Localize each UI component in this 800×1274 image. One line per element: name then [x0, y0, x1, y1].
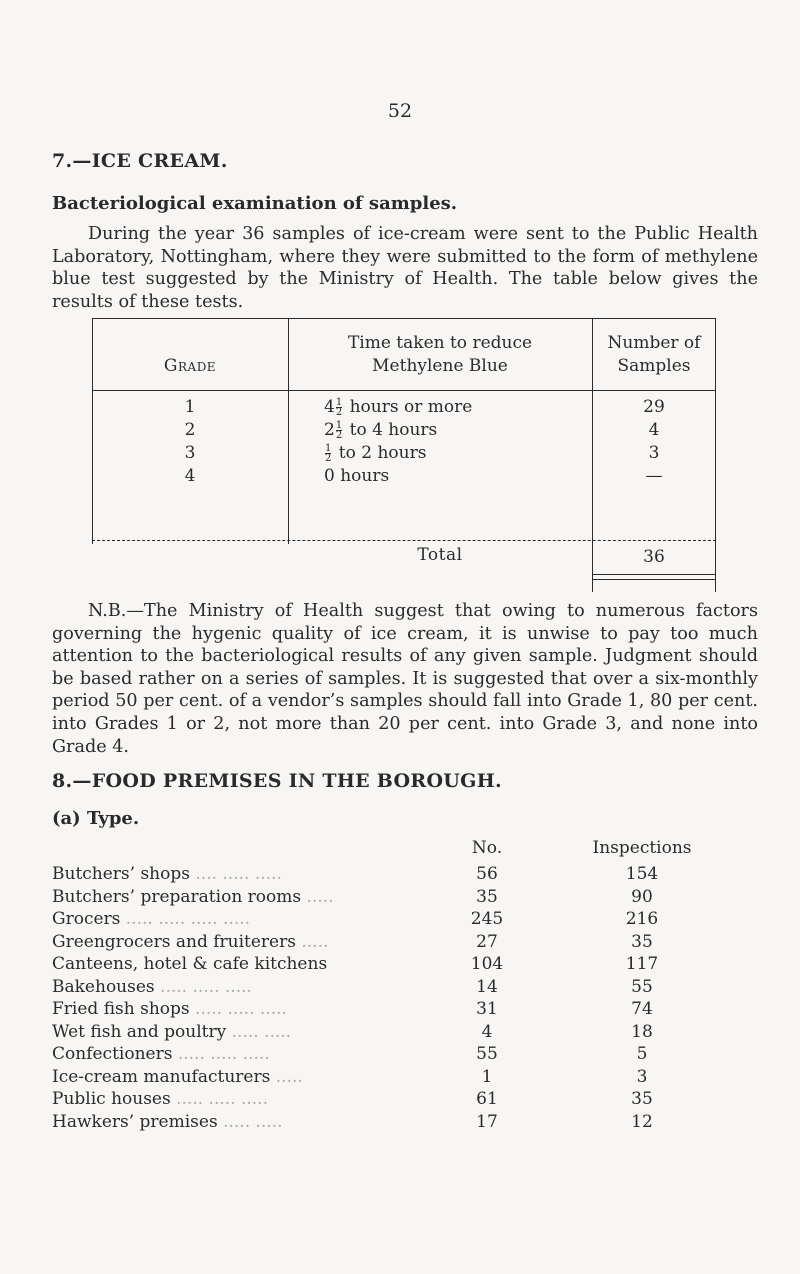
premises-count: 56 — [476, 864, 498, 884]
dot-leader: ..... ..... — [226, 1021, 292, 1042]
premises-count: 55 — [476, 1044, 498, 1064]
grade-cell: 1 — [184, 397, 196, 417]
inspections-count: 55 — [631, 976, 653, 997]
total-label: Total — [417, 545, 463, 565]
inspections-count: 154 — [625, 864, 659, 884]
table-row — [52, 977, 702, 999]
total-rule-1 — [592, 574, 716, 575]
table-body-rule — [92, 540, 716, 541]
table-row — [52, 954, 702, 976]
table-row — [52, 1089, 702, 1111]
premises-type: Butchers’ preparation rooms — [52, 886, 302, 907]
inspections-count: 90 — [631, 886, 653, 907]
table-top-rule — [92, 318, 716, 319]
samples-cell: 4 — [648, 420, 660, 440]
premises-type: Butchers’ shops — [52, 864, 190, 884]
inspections-count: 12 — [631, 1111, 653, 1132]
inspections-count: 216 — [625, 909, 659, 929]
total-value: 36 — [643, 547, 665, 567]
premises-count: 4 — [481, 1021, 493, 1042]
grade-cell: 2 — [184, 420, 196, 440]
samples-cell: — — [645, 466, 663, 486]
table-row — [52, 887, 702, 909]
premises-count: 14 — [476, 976, 498, 997]
premises-type: Confectioners — [52, 1044, 173, 1064]
dot-leader: ..... ..... ..... — [154, 976, 252, 997]
premises-type: Canteens, hotel & cafe kitchens — [52, 954, 328, 974]
premises-type: Ice-cream manufacturers — [52, 1066, 271, 1087]
time-cell: 2 $\frac{1}{2}$ to 4 hours — [324, 420, 438, 441]
dot-leader: ..... ..... ..... — [172, 1044, 270, 1064]
premises-type: Wet fish and poultry — [52, 1021, 227, 1042]
number-header-line1: Number of — [607, 333, 701, 353]
dot-leader: ..... ..... ..... — [170, 1089, 268, 1109]
time-cell: 4 $\frac{1}{2}$ hours or more — [324, 397, 473, 418]
grade-header: Grade — [163, 356, 217, 376]
premises-count: 61 — [476, 1089, 498, 1109]
premises-count: 1 — [481, 1066, 493, 1087]
grade-cell: 3 — [184, 443, 196, 463]
dot-leader: ..... — [295, 931, 329, 952]
table-row — [52, 1044, 702, 1066]
premises-type: Fried fish shops — [52, 999, 190, 1019]
dot-leader: .... ..... ..... — [189, 864, 282, 884]
time-cell: $\frac{1}{2}$ to 2 hours — [325, 443, 427, 464]
ministry-note: N.B.—The Ministry of Health suggest that owing to numerous factors governing the hygenic quality of ice cream, it is unwise to pay too much attention to the bacteriological results of any given sample. Judgment should be based rather on a series of samples. It is suggested that over a six-monthly period 50 per cent. of a vendor’s samples should fall into Grade 1, 80 per cent. into Grades 1 or 2, not more than 20 per cent. into Grade 3, and none into Grade 4. — [52, 601, 758, 757]
section-8-heading: 8.—FOOD PREMISES IN THE BOROUGH. — [52, 770, 502, 792]
inspections-count: 74 — [631, 999, 653, 1019]
inspections-count: 18 — [631, 1021, 653, 1042]
premises-count: 31 — [476, 999, 498, 1019]
table-row — [52, 932, 702, 954]
premises-count: 104 — [470, 954, 504, 974]
dot-leader: ..... — [270, 1066, 303, 1087]
inspections-count: 117 — [625, 954, 659, 974]
section-8-subheading: (a) Type. — [52, 808, 140, 829]
no-column-header: No. — [471, 838, 503, 858]
table-row — [52, 909, 702, 931]
samples-cell: 3 — [648, 443, 660, 463]
section-7-heading: 7.—ICE CREAM. — [52, 150, 228, 172]
dot-leader: ..... — [301, 886, 334, 907]
dot-leader: ..... ..... ..... ..... — [120, 909, 251, 929]
premises-count: 35 — [476, 886, 498, 907]
premises-count: 27 — [476, 931, 498, 952]
inspections-count: 5 — [636, 1044, 648, 1064]
premises-type: Grocers — [52, 909, 121, 929]
page-number: 52 — [387, 100, 413, 122]
methylene-blue-results-table — [92, 318, 716, 594]
table-row — [52, 1067, 702, 1089]
inspections-count: 35 — [631, 1089, 653, 1109]
premises-type: Bakehouses — [52, 976, 155, 997]
dot-leader: ..... ..... — [217, 1111, 283, 1132]
inspections-column-header: Inspections — [592, 838, 692, 858]
table-row — [52, 864, 702, 886]
section-7-subheading: Bacteriological examination of samples. — [52, 193, 458, 214]
table-row — [52, 1112, 702, 1134]
premises-type: Greengrocers and fruiterers — [52, 931, 296, 952]
premises-count: 17 — [476, 1111, 498, 1132]
dot-leader: ..... ..... ..... — [189, 999, 287, 1019]
time-cell: 0 hours — [324, 466, 390, 486]
table-row — [52, 999, 702, 1021]
inspections-count: 3 — [636, 1066, 648, 1087]
total-rule-2 — [592, 579, 716, 580]
inspections-count: 35 — [631, 931, 653, 952]
premises-count: 245 — [470, 909, 504, 929]
premises-type: Hawkers’ premises — [52, 1111, 218, 1132]
table-header-rule — [92, 390, 716, 391]
table-row — [52, 1022, 702, 1044]
number-header-line2: Samples — [617, 356, 691, 376]
time-header-line1: Time taken to reduce — [347, 333, 533, 353]
grade-cell: 4 — [184, 466, 196, 486]
samples-cell: 29 — [643, 397, 665, 417]
section-7-intro: During the year 36 samples of ice-cream were sent to the Public Health Laboratory, Nottingham, where they were submitted to the form of methylene blue test suggested by the Ministry of Health. The table below gives the results of these tests. — [52, 224, 758, 312]
time-header-line2: Methylene Blue — [372, 356, 508, 376]
premises-type: Public houses — [52, 1089, 171, 1109]
